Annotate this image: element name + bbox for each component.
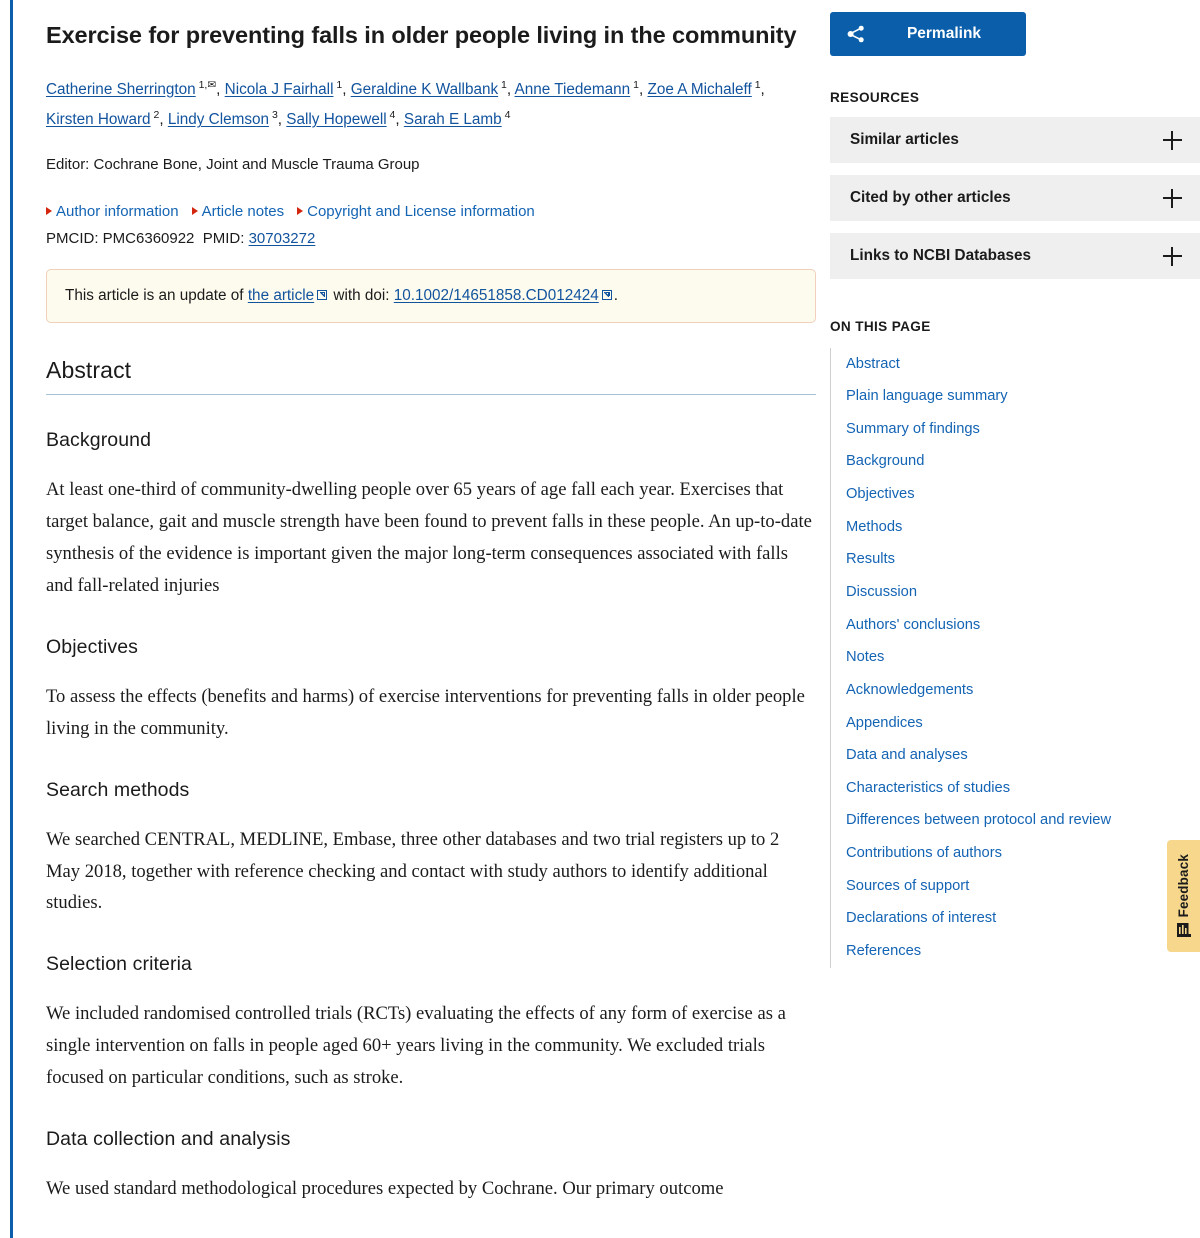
abstract-subsection-heading: Search methods	[46, 778, 190, 801]
external-link-icon	[602, 290, 612, 300]
meta-link-label: Author information	[56, 202, 179, 220]
meta-link-label: Article notes	[201, 202, 285, 220]
toc-link-objectives[interactable]: Objectives	[846, 486, 915, 503]
meta-link-copyright-and-license-information[interactable]	[297, 203, 535, 220]
abstract-heading: Abstract	[46, 357, 816, 395]
toc-link-data-and-analyses[interactable]: Data and analyses	[846, 747, 968, 764]
author-separator: ,	[638, 80, 648, 98]
author-link[interactable]: Anne Tiedemann	[514, 80, 631, 98]
abstract-subsection-heading: Objectives	[46, 635, 139, 658]
abstract-subsection-text: We used standard methodological procedures expected by Cochrane. Our primary outcome	[46, 1178, 724, 1200]
toc-item	[831, 642, 1200, 675]
abstract-subsection-text: To assess the effects (benefits and harms) of exercise interventions for preventing falls in older people living in the community.	[46, 685, 805, 739]
author-separator: ,	[159, 111, 168, 129]
author-link[interactable]: Geraldine K Wallbank	[350, 80, 499, 98]
accordion-similar-articles[interactable]	[830, 117, 1200, 163]
author-separator: ,	[277, 111, 287, 129]
toc-link-appendices[interactable]: Appendices	[846, 714, 923, 731]
meta-link-author-information[interactable]	[46, 203, 179, 220]
toc-item	[831, 381, 1200, 414]
permalink-button-label: Permalink	[906, 25, 982, 42]
article-identifiers	[46, 230, 816, 247]
author-link[interactable]: Sally Hopewell	[286, 111, 387, 129]
toc-item	[831, 674, 1200, 707]
external-link-icon	[317, 290, 327, 300]
feedback-tab[interactable]	[1167, 840, 1200, 952]
author-affiliation-marker: 4	[386, 109, 396, 122]
toc-link-abstract[interactable]: Abstract	[846, 355, 900, 372]
author-list	[46, 75, 816, 136]
feedback-chart-icon	[1176, 922, 1192, 938]
author-affiliation-marker: 1,✉	[195, 78, 217, 91]
toc-link-declarations-of-interest[interactable]: Declarations of interest	[846, 910, 997, 927]
abstract-subsection-text: We searched CENTRAL, MEDLINE, Embase, three other databases and two trial registers up to 2 May 2018, together with reference checking and contact with study authors to identify additional studies.	[46, 828, 780, 914]
abstract-sections	[46, 429, 816, 1206]
feedback-tab-label: Feedback	[1176, 853, 1191, 918]
toc-link-methods[interactable]: Methods	[846, 518, 903, 535]
abstract-subsection-text: At least one-third of community-dwelling people over 65 years of age fall each year. Exercises that target balance, gait and muscle strength have been found to prevent falls in these people. An up-to-date synthesis of the evidence is important given the major long-term consequences associated with falls and fall-related injuries	[46, 478, 812, 596]
author-link[interactable]: Lindy Clemson	[167, 111, 270, 129]
toc-item	[831, 609, 1200, 642]
resources-heading: RESOURCES	[830, 90, 920, 105]
author-separator: ,	[506, 80, 515, 98]
pmid-link[interactable]: 30703272	[248, 229, 316, 247]
update-notice-doi-link[interactable]: 10.1002/14651858.CD012424	[393, 286, 599, 304]
toc-link-plain-language-summary[interactable]: Plain language summary	[846, 388, 1008, 405]
toc-item	[831, 838, 1200, 871]
abstract-subsection-text: We included randomised controlled trials (RCTs) evaluating the effects of any form of exercise as a single intervention on falls in people aged 60+ years living in the community. We excluded trials focused on particular conditions, such as stroke.	[46, 1003, 786, 1089]
page-title: Exercise for preventing falls in older people living in the community	[46, 22, 797, 48]
accordion-label: Cited by other articles	[850, 189, 1011, 206]
author-separator: ,	[342, 80, 351, 98]
right-sidebar	[830, 0, 1200, 968]
toc-item	[831, 446, 1200, 479]
toc-item	[831, 544, 1200, 577]
toc-link-summary-of-findings[interactable]: Summary of findings	[846, 420, 980, 437]
share-icon	[846, 24, 866, 44]
editor-line: Editor: Cochrane Bone, Joint and Muscle Trauma Group	[46, 155, 420, 173]
abstract-subsection-heading: Data collection and analysis	[46, 1128, 291, 1151]
article-main-column	[46, 0, 816, 1205]
toc-link-characteristics-of-studies[interactable]: Characteristics of studies	[846, 779, 1011, 796]
plus-icon[interactable]	[1163, 247, 1182, 266]
toc-link-sources-of-support[interactable]: Sources of support	[846, 877, 970, 894]
triangle-right-icon	[297, 207, 303, 215]
author-affiliation-marker: 1	[630, 78, 639, 91]
author-affiliation-marker: 4	[501, 109, 511, 122]
plus-icon[interactable]	[1163, 189, 1182, 208]
toc-item	[831, 870, 1200, 903]
author-link[interactable]: Nicola J Fairhall	[224, 80, 334, 98]
toc-link-discussion[interactable]: Discussion	[846, 583, 918, 600]
on-this-page-nav	[830, 348, 1200, 968]
meta-link-article-notes[interactable]	[192, 203, 285, 220]
accordion-links-to-ncbi-databases[interactable]	[830, 233, 1200, 279]
toc-item	[831, 936, 1200, 969]
article-update-notice	[46, 269, 816, 323]
toc-link-acknowledgements[interactable]: Acknowledgements	[846, 681, 974, 698]
abstract-subsection-heading: Selection criteria	[46, 953, 192, 976]
toc-item	[831, 740, 1200, 773]
accordion-label: Links to NCBI Databases	[850, 247, 1032, 264]
permalink-button[interactable]	[830, 12, 1026, 56]
on-this-page-heading: ON THIS PAGE	[830, 319, 931, 334]
resources-accordion-list	[830, 117, 1200, 279]
toc-link-differences-between-protocol-and-review[interactable]: Differences between protocol and review	[846, 812, 1112, 829]
author-affiliation-marker: 2	[150, 109, 160, 122]
author-link[interactable]: Sarah E Lamb	[403, 111, 502, 129]
toc-link-contributions-of-authors[interactable]: Contributions of authors	[846, 845, 1002, 862]
pmcid-value: PMC6360922	[102, 229, 195, 247]
pmid-label: PMID:	[202, 229, 245, 247]
triangle-right-icon	[46, 207, 52, 215]
update-notice-middle: with doi:	[329, 286, 394, 304]
accordion-label: Similar articles	[850, 131, 959, 148]
author-affiliation-marker: 1	[751, 78, 761, 91]
toc-item	[831, 511, 1200, 544]
toc-item	[831, 772, 1200, 805]
toc-item	[831, 576, 1200, 609]
author-separator: ,	[395, 111, 404, 129]
toc-item	[831, 903, 1200, 936]
article-meta-links	[46, 203, 816, 220]
author-link[interactable]: Kirsten Howard	[46, 111, 151, 129]
plus-icon[interactable]	[1163, 131, 1182, 150]
toc-item	[831, 707, 1200, 740]
toc-link-notes[interactable]: Notes	[846, 649, 885, 666]
toc-link-references[interactable]: References	[846, 943, 922, 960]
toc-link-authors-conclusions[interactable]: Authors' conclusions	[846, 616, 981, 633]
pmcid-label: PMCID:	[46, 229, 99, 247]
author-separator: ,	[216, 80, 225, 98]
author-separator: ,	[760, 80, 765, 98]
toc-link-results[interactable]: Results	[846, 551, 895, 568]
meta-link-label: Copyright and License information	[307, 202, 535, 220]
author-affiliation-marker: 1	[498, 78, 507, 91]
abstract-subsection-heading: Background	[46, 428, 152, 451]
author-link[interactable]: Zoe A Michaleff	[647, 80, 752, 98]
author-affiliation-marker: 3	[269, 109, 278, 122]
toc-link-background[interactable]: Background	[846, 453, 925, 470]
update-notice-suffix: .	[613, 286, 619, 304]
update-notice-prefix: This article is an update of	[65, 286, 248, 304]
author-affiliation-marker: 1	[333, 78, 343, 91]
toc-item	[831, 348, 1200, 381]
update-notice-article-link[interactable]: the article	[247, 286, 315, 304]
accordion-cited-by-other-articles[interactable]	[830, 175, 1200, 221]
author-link[interactable]: Catherine Sherrington	[46, 80, 196, 98]
toc-item	[831, 413, 1200, 446]
toc-item	[831, 479, 1200, 512]
triangle-right-icon	[192, 207, 198, 215]
toc-item	[831, 805, 1200, 838]
